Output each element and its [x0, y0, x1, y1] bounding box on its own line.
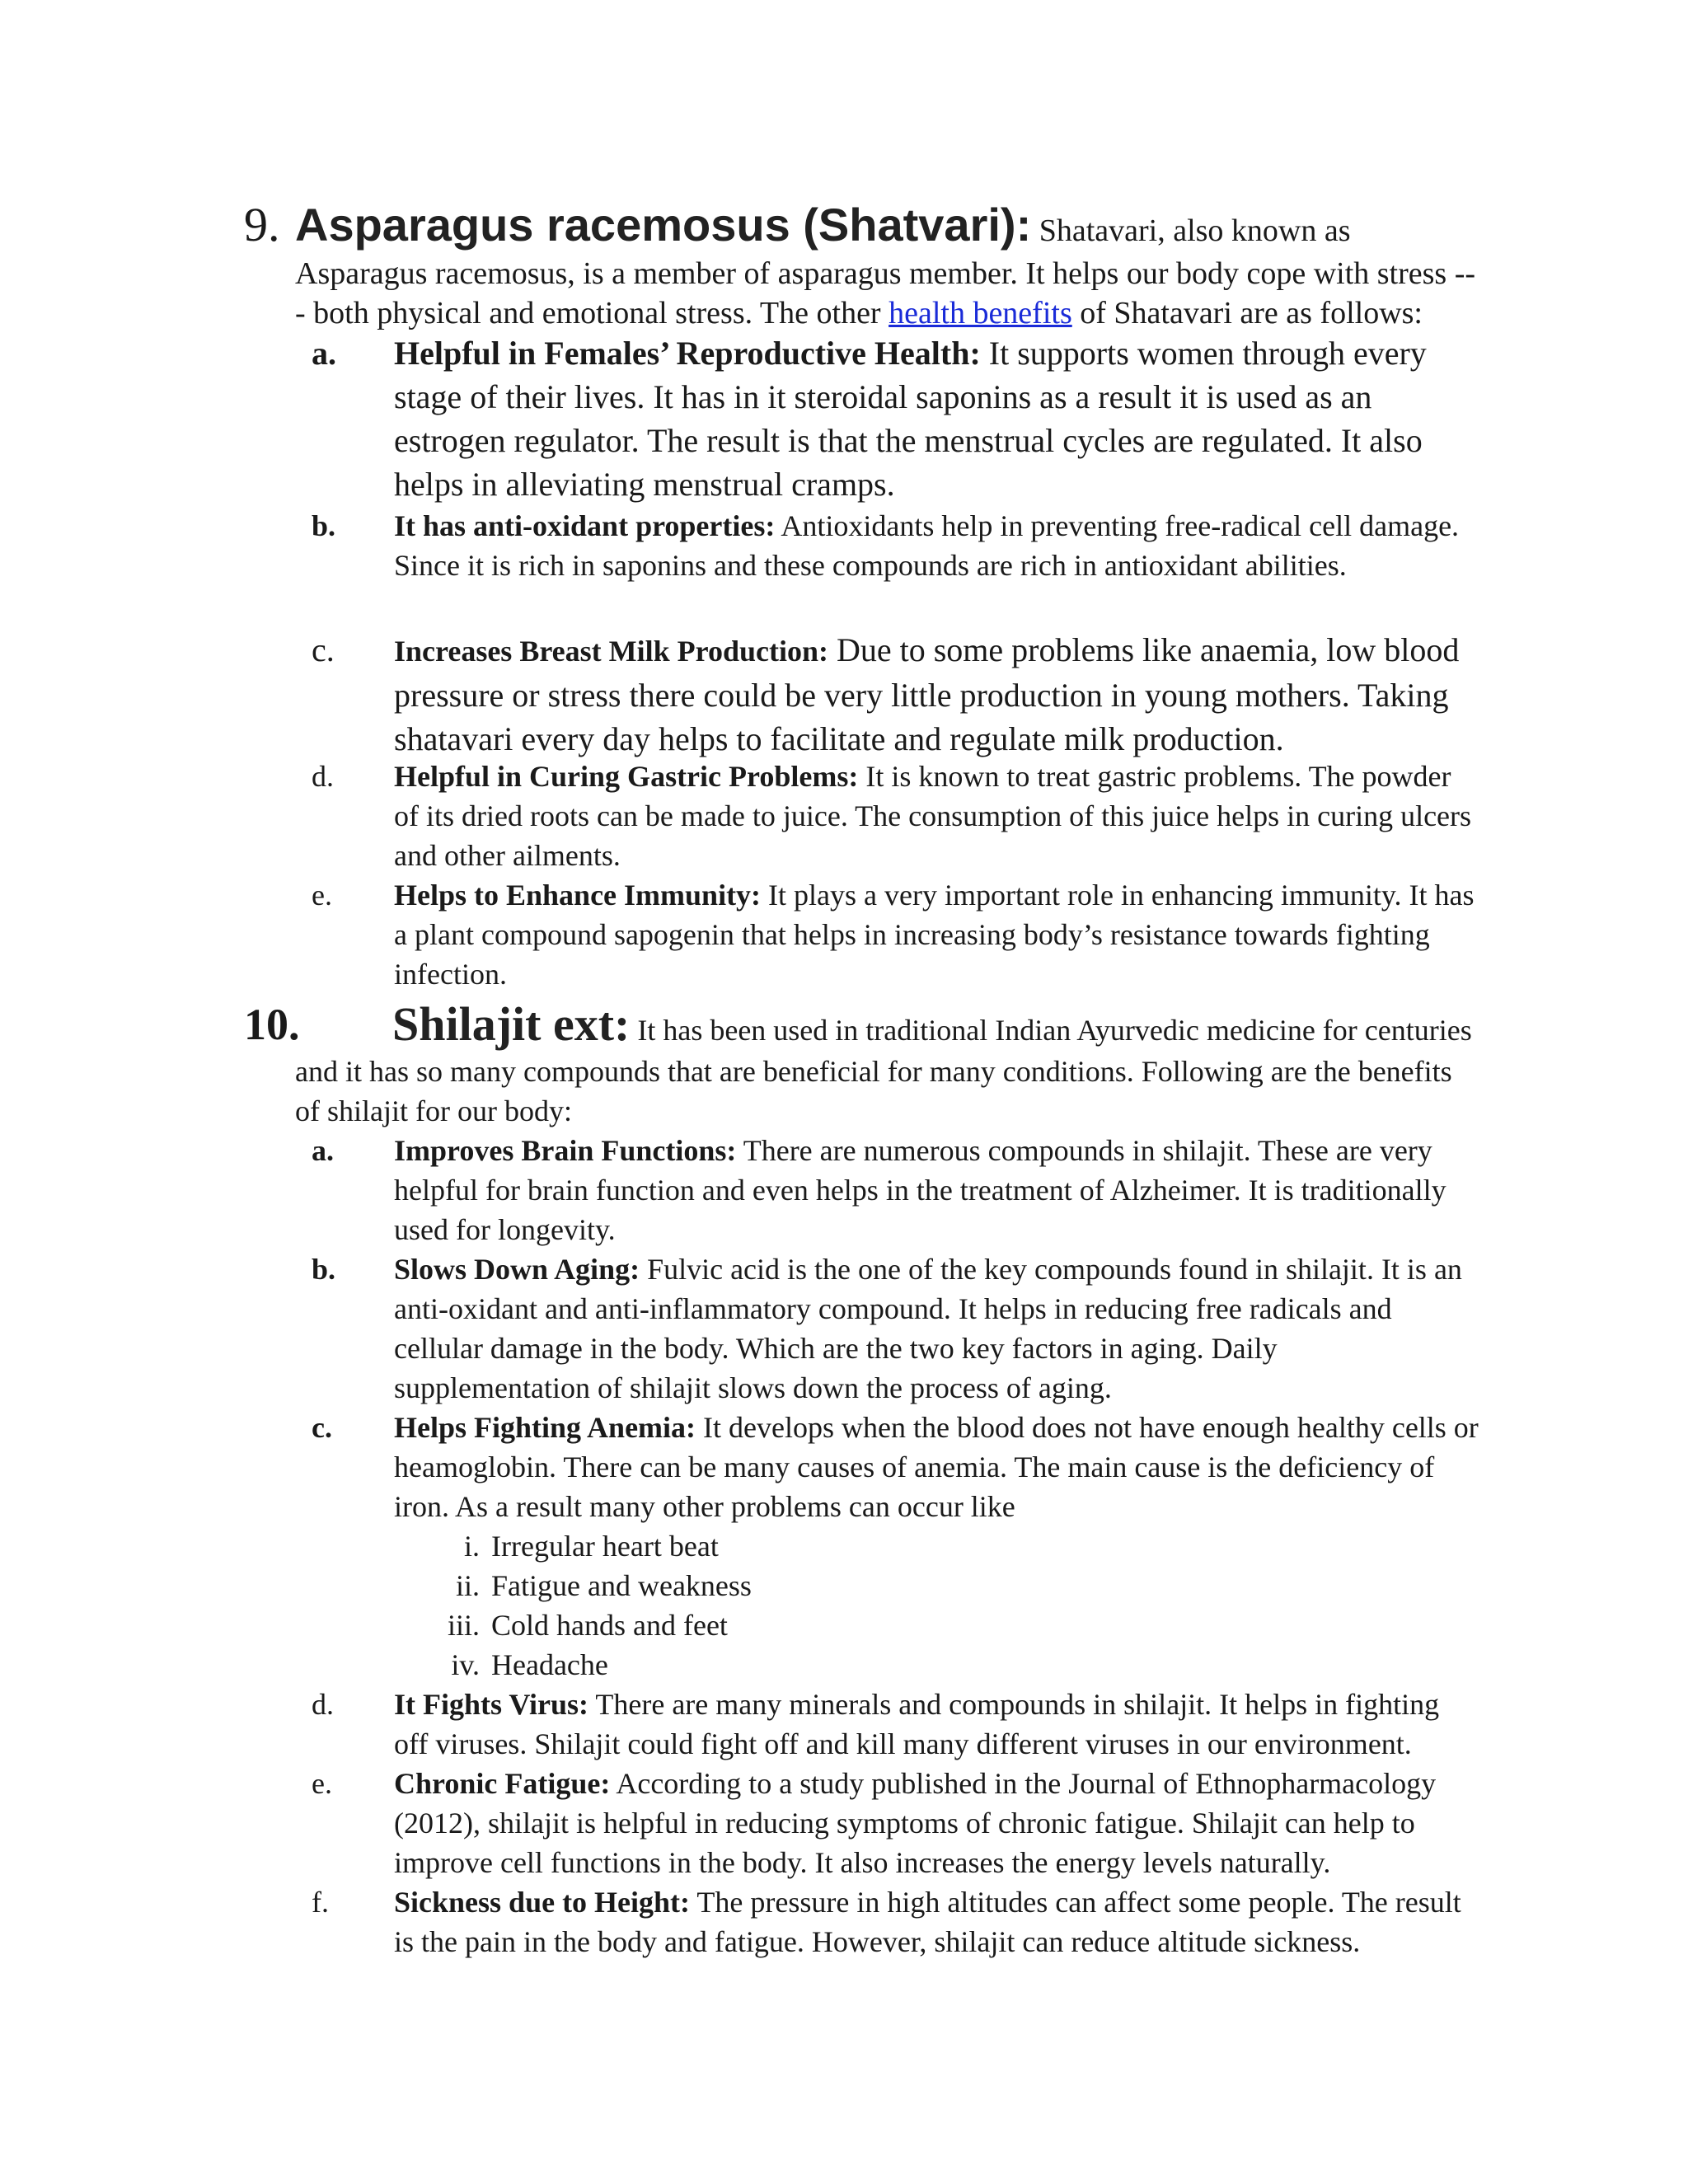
list-item — [312, 628, 1479, 761]
item-letter: f. — [312, 1886, 329, 1919]
list-item — [312, 331, 1479, 506]
item-letter: a. — [312, 335, 336, 372]
item-text: Due to some problems like anaemia, low blood pressure or stress there could be very little production in young mothers. Taking shatavari every day helps to facilitate and regulate milk production. — [394, 631, 1460, 757]
item-letter: e. — [312, 1767, 332, 1800]
item-heading: Improves Brain Functions: — [394, 1134, 737, 1167]
list-item — [312, 506, 1479, 585]
section-intro: Shatavari, also known as Asparagus racemosus, is a member of asparagus member. It helps our body cope with stress --- both physical and emotional stress. The other — [295, 213, 1476, 330]
item-text: It is known to treat gastric problems. The powder of its dried roots can be made to juice. The consumption of this juice helps in curing ulcers and other ailments. — [394, 760, 1472, 872]
list-item — [312, 1882, 1479, 1961]
item-letter: d. — [312, 1688, 334, 1721]
list-item — [312, 1249, 1479, 1408]
section-intro-end: of Shatavari are as follows: — [1071, 296, 1423, 330]
sub-item-number: i. — [463, 1530, 480, 1563]
item-heading: Helpful in Females’ Reproductive Health: — [394, 335, 981, 372]
item-letter: c. — [312, 631, 335, 668]
sub-item-number: ii. — [455, 1569, 480, 1602]
item-letter: d. — [312, 760, 334, 793]
item-text: The pressure in high altitudes can affect some people. The result is the pain in the body and fatigue. However, shilajit can reduce altitude sickness. — [394, 1886, 1461, 1958]
section-intro: It has been used in traditional Indian Ayurvedic medicine for centuries and it has so many compounds that are beneficial for many conditions. Following are the benefits of shilajit for our body: — [295, 1014, 1472, 1127]
item-text: It develops when the blood does not have enough healthy cells or heamoglobin. There can be many causes of anemia. The main cause is the deficiency of iron. As a result many other problems can occur like — [394, 1411, 1479, 1523]
list-item — [312, 1685, 1479, 1764]
sub-item-number: iii. — [447, 1609, 480, 1642]
item-heading: Helpful in Curing Gastric Problems: — [394, 760, 859, 793]
list-item — [312, 1764, 1479, 1882]
item-text: Fulvic acid is the one of the key compounds found in shilajit. It is an anti-oxidant and anti-inflammatory compound. It helps in reducing free radicals and cellular damage in the body. Which are the two key factors in aging. Daily supplementation of shilajit slows down the process of aging. — [394, 1253, 1462, 1404]
item-letter: e. — [312, 879, 332, 912]
item-heading: It Fights Virus: — [394, 1688, 589, 1721]
sub-item-number: iv. — [451, 1648, 480, 1681]
item-letter: b. — [312, 1253, 336, 1286]
section-number: 10. — [244, 1000, 300, 1049]
item-heading: Helps Fighting Anemia: — [394, 1411, 696, 1444]
list-item — [312, 1408, 1479, 1526]
section-title: Shilajit ext: — [392, 997, 631, 1051]
item-heading: Helps to Enhance Immunity: — [394, 879, 762, 912]
section-title: Asparagus racemosus (Shatvari): — [295, 199, 1032, 251]
sub-item-text: Fatigue and weakness — [491, 1569, 752, 1602]
item-heading: Chronic Fatigue: — [394, 1767, 611, 1800]
item-heading: Increases Breast Milk Production: — [394, 635, 828, 668]
item-text: There are numerous compounds in shilajit. These are very helpful for brain function and even helps in the treatment of Alzheimer. It is traditionally used for longevity. — [394, 1134, 1447, 1246]
item-letter: a. — [312, 1134, 334, 1167]
item-text: According to a study published in the Journal of Ethnopharmacology (2012), shilajit is helpful in reducing symptoms of chronic fatigue. Shilajit can help to improve cell functions in the body. It also increases the energy levels naturally. — [394, 1767, 1437, 1879]
section-header — [295, 196, 1482, 333]
item-letter: b. — [312, 509, 336, 542]
item-heading: Slows Down Aging: — [394, 1253, 640, 1286]
list-item — [312, 875, 1479, 994]
sub-item-text: Headache — [491, 1648, 608, 1681]
sub-item-text: Irregular heart beat — [491, 1530, 719, 1563]
section-number: 9. — [244, 198, 280, 251]
list-item — [312, 757, 1479, 875]
item-letter: c. — [312, 1411, 332, 1444]
list-item — [312, 1131, 1479, 1249]
item-heading: Sickness due to Height: — [394, 1886, 691, 1919]
item-text: It supports women through every stage of their lives. It has in it steroidal saponins as a result it is used as an estrogen regulator. The result is that the menstrual cycles are regulated. It also helps in alleviating menstrual cramps. — [394, 335, 1427, 503]
sub-item-text: Cold hands and feet — [491, 1609, 728, 1642]
item-text: There are many minerals and compounds in shilajit. It helps in fighting off viruses. Shilajit could fight off and kill many different viruses in our environment. — [394, 1688, 1440, 1760]
health-benefits-link[interactable]: health benefits — [889, 296, 1072, 330]
item-text: It plays a very important role in enhancing immunity. It has a plant compound sapogenin that helps in increasing body’s resistance towards fighting infection. — [394, 879, 1475, 991]
section-header — [295, 997, 1482, 1131]
item-heading: It has anti-oxidant properties: — [394, 509, 776, 542]
item-text: Antioxidants help in preventing free-radical cell damage. Since it is rich in saponins and these compounds are rich in antioxidant abilities. — [394, 509, 1460, 582]
